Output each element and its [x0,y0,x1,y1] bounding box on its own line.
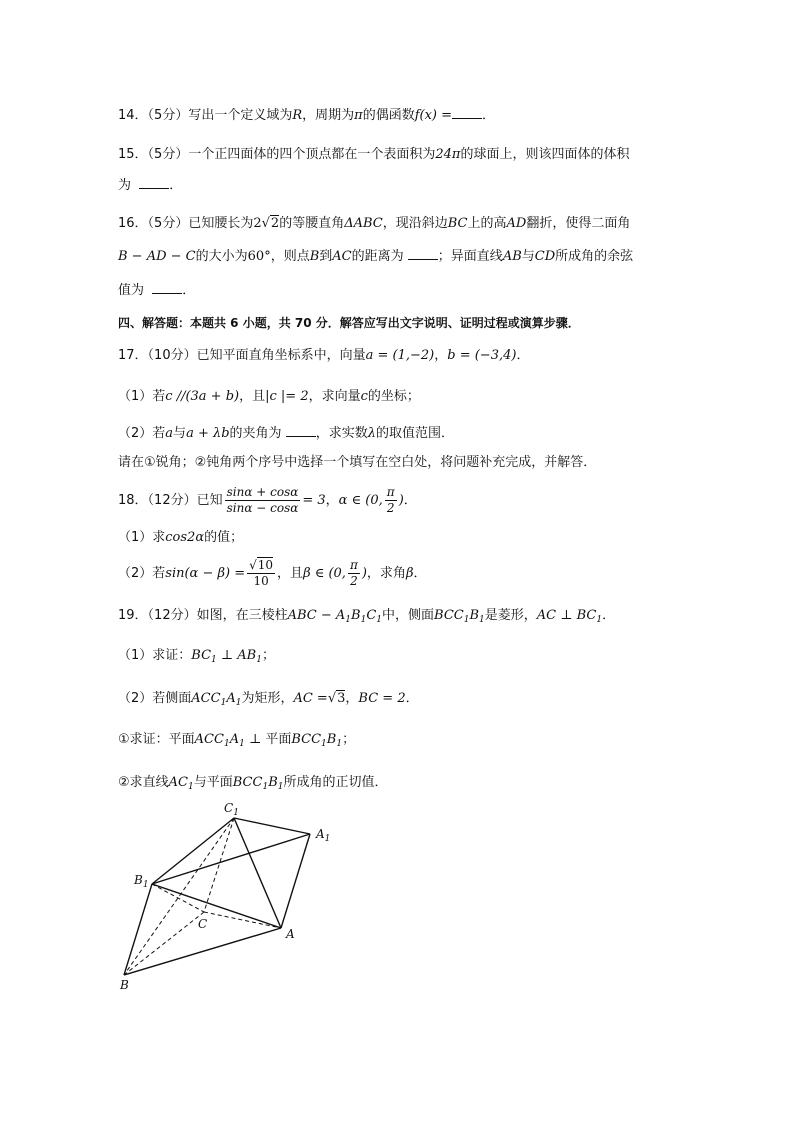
question-text: 已知腰长为 [188,216,254,231]
math-symbol: AC [332,249,352,264]
subscript: 1 [262,782,269,792]
math-expression: 24π [435,147,461,162]
fraction-numerator: π [349,558,358,572]
edge-BA [124,928,281,975]
math-symbol: AD [506,216,527,231]
subscript: 1 [277,782,284,792]
question-number: 16．（5分） [118,216,189,231]
expr-part: A [226,691,236,706]
punctuation: ； [342,732,356,747]
subscript: 1 [345,615,352,625]
fraction-denominator: 10 [253,574,269,588]
subscript: 1 [188,782,194,792]
expr-part: BCC [291,732,322,747]
question-text: 与平面 [193,775,233,790]
question-number: 14．（5分） [118,108,189,123]
edge-B1B [124,884,152,975]
question-text: 上的高 [467,216,507,231]
sqrt-radicand: 10 [257,558,274,572]
question-text: 平面 [265,732,292,747]
math-number: 2 [270,216,280,231]
label-C1: $C_1$ [224,801,239,818]
question-text: ，现沿斜边 [382,216,448,231]
label-A1: $A_1$ [316,827,331,844]
punctuation: ， [345,691,359,706]
expr-part: AC [168,775,188,790]
fraction-denominator: sinα − cosα [226,501,299,515]
question-text: 所成角的正切值． [283,775,388,790]
sqrt-symbol: √ [261,216,270,231]
math-expression: |c |= 2 [265,389,309,404]
face-part: BCC [434,608,464,623]
math-number: 60° [247,249,271,264]
math-expression: ΔABC [344,216,383,231]
question-17-note: 请在①锐角；②钝角两个序号中选择一个填写在空白处，将问题补充完成，并解答． [118,455,597,470]
question-text: ，求角 [366,566,406,581]
subscript: 1 [463,615,470,625]
subscript: 1 [256,655,262,665]
question-text: 翻折，使得二面角 [526,216,631,231]
expr-part: ACC [191,691,221,706]
subscript: 1 [376,615,383,625]
math-expression: a + λb [186,426,230,441]
part-label: （1）求证： [118,648,192,663]
question-text: 如图，在三棱柱 [196,608,288,623]
question-text: 已知 [196,493,223,508]
part-label: （1）若 [118,389,166,404]
fraction-numerator: π [386,485,395,499]
question-text: ，则点 [270,249,310,264]
question-text: 的距离为 [351,249,404,264]
math-expression: B − AD − C [118,249,196,264]
punctuation: ． [169,178,183,193]
part-label: （2）若侧面 [118,691,192,706]
question-text: 为矩形， [241,691,294,706]
subscript: 1 [321,739,327,749]
math-number: 2 [253,216,262,231]
question-text: 的等腰直角 [279,216,345,231]
question-text: 中，侧面 [382,608,435,623]
question-text: 的夹角为 [229,426,282,441]
math-symbol: AB [502,249,522,264]
sqrt-radicand: 3 [337,691,346,706]
edge-B1A1 [152,834,310,884]
question-text: ①求证：平面 [118,732,195,747]
punctuation: ． [405,691,419,706]
expr-part: B [268,775,278,790]
edge-C1A1 [234,818,310,834]
expr-part: A [229,732,240,747]
question-number: 18．（12分） [118,493,197,508]
question-text: 与 [173,426,187,441]
math-expression: f(x) = [414,108,453,123]
question-number: 17．（10分） [118,348,197,363]
punctuation: ， [325,493,339,508]
subscript: 1 [360,615,367,625]
punctuation: ， [434,348,448,363]
expr-part: BCC [232,775,263,790]
prism-part: ABC − A [287,608,346,623]
question-text: 的大小为 [195,249,248,264]
label-A: A [286,927,295,941]
expr-part: ACC [194,732,224,747]
question-text: 已知平面直角坐标系中，向量 [196,348,366,363]
edge-B1C [152,884,204,912]
part-label: （2）若 [118,426,166,441]
subscript: 1 [211,655,217,665]
part-label: （2）若 [118,566,166,581]
question-text: ②求直线 [118,775,169,790]
question-number: 15．（5分） [118,147,189,162]
punctuation: ； [261,648,275,663]
math-symbol: CD [534,249,556,264]
punctuation: ． [413,566,427,581]
math-expression: ) [398,493,404,508]
math-symbol: λ [367,426,376,441]
label-B1: $B_1$ [134,873,149,890]
math-expression: c //(3a + b) [165,389,240,404]
question-text: 的坐标； [367,389,420,404]
question-text: 是菱形， [484,608,537,623]
math-expression: α ∈ (0, [338,493,383,508]
math-symbol: a [165,426,174,441]
math-expression: = 3 [302,493,326,508]
question-text: 的偶函数 [362,108,415,123]
punctuation: ． [403,493,417,508]
math-symbol: β [405,566,414,581]
punctuation: ． [516,348,530,363]
subscript: 1 [336,739,343,749]
edge-B1A [152,884,281,928]
edge-C1B [124,818,234,975]
math-expression: β ∈ (0, [303,566,346,581]
math-expression: BC = 2 [358,691,406,706]
subscript: 1 [235,698,242,708]
fraction-denominator: 2 [350,574,358,588]
question-text: ，求向量 [308,389,361,404]
subscript: 1 [223,739,230,749]
question-text: 的值； [204,530,244,545]
math-expression: cos2α [165,530,205,545]
fraction-denominator: 2 [386,501,395,515]
math-symbol: R [292,108,303,123]
question-text: 一个正四面体的四个顶点都在一个表面积为 [188,147,436,162]
punctuation: ． [482,108,496,123]
fraction-numerator: sinα + cosα [226,485,299,499]
expr-part: ⊥ [244,732,266,747]
vector-b: b = (−3,4) [447,348,517,363]
vector-a: a = (1,−2) [365,348,435,363]
prism-part: B [351,608,361,623]
question-text: 写出一个定义域为 [188,108,293,123]
question-text: 的取值范围． [375,426,454,441]
question-text: ，且 [277,566,304,581]
question-text: ，周期为 [302,108,355,123]
math-expression: sin(α − β) = [165,566,246,581]
math-expression: ) [361,566,367,581]
label-C: C [198,917,208,931]
question-text: ，且 [239,389,266,404]
question-text: ；异面直线 [437,249,503,264]
edge-A1A [281,834,310,928]
expr-part: B [326,732,337,747]
expr-part: BC [191,648,212,663]
question-text: 为 [118,178,132,193]
question-text: ，求实数 [315,426,368,441]
edge-C1A [234,818,281,928]
section-header: 四、解答题：本题共 6 小题，共 70 分．解答应写出文字说明、证明过程或演算步骤． [118,316,580,330]
question-number: 19．（12分） [118,608,197,623]
question-text: 到 [319,249,333,264]
math-symbol: π [354,108,363,123]
math-expression: AC = [293,691,328,706]
edge-CB [124,912,204,975]
question-text: 值为 [118,283,145,298]
label-B: B [120,978,129,992]
subscript: 1 [239,739,245,749]
subscript: 1 [479,615,485,625]
prism-part: C [366,608,377,623]
math-symbol: BC [447,216,468,231]
subscript: 1 [596,615,603,625]
punctuation: ． [182,283,196,298]
part-label: （1）求 [118,530,166,545]
sqrt-symbol: √ [327,691,337,706]
face-part: B [469,608,480,623]
edge-C1C [204,818,234,912]
edge-C1B1 [152,818,234,884]
math-symbol: c [360,389,368,404]
perp-expr: AC ⊥ BC [536,608,597,623]
punctuation: ． [602,608,616,623]
question-text: 所成角的余弦 [555,249,634,264]
question-text: 的球面上，则该四面体的体积 [460,147,630,162]
math-symbol: B [309,249,320,264]
subscript: 1 [220,698,227,708]
fraction-numerator: √10 [249,558,274,572]
expr-part: ⊥ AB [216,648,257,663]
question-text: 与 [521,249,535,264]
